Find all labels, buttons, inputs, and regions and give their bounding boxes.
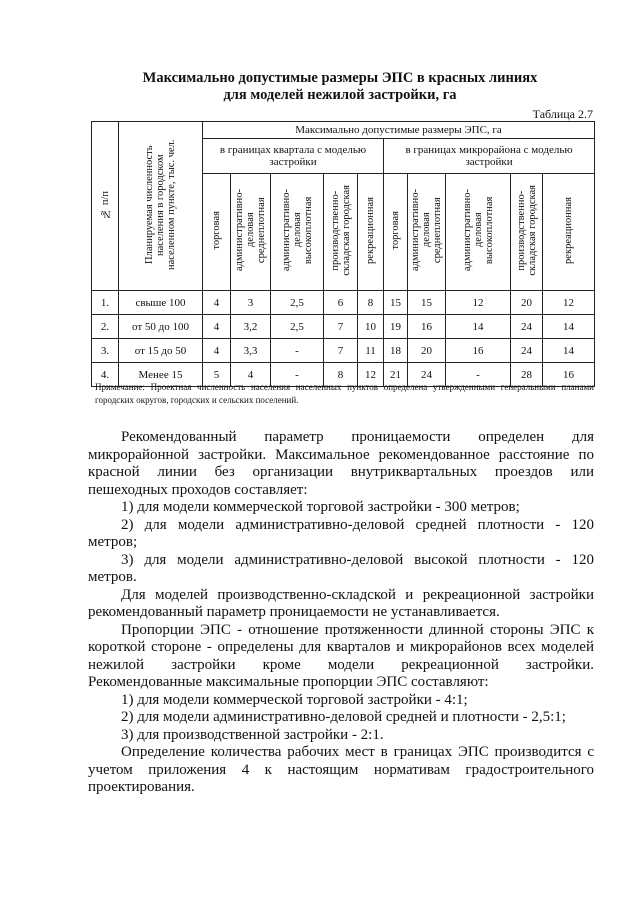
cell: 24 xyxy=(408,363,446,387)
table-title xyxy=(90,70,590,104)
cell: 15 xyxy=(408,291,446,315)
cell: 24 xyxy=(511,339,543,363)
cell: 15 xyxy=(384,291,408,315)
header-sub: производственно- складская городская xyxy=(511,174,543,291)
cell: - xyxy=(446,363,511,387)
list-item: 2) для модели административно-деловой средней и плотности - 2,5:1; xyxy=(121,709,566,725)
header-sub: производственно- складская городская xyxy=(324,174,358,291)
cell: 2,5 xyxy=(271,315,324,339)
cell: - xyxy=(271,363,324,387)
row-population: от 15 до 50 xyxy=(119,339,203,363)
cell: 6 xyxy=(324,291,358,315)
paragraph: Для моделей производственно-складской и рекреационной застройки рекомендованный параметр проницаемости не устанавливается. xyxy=(88,586,594,620)
cell: 12 xyxy=(446,291,511,315)
cell: 14 xyxy=(446,315,511,339)
header-group-microdistrict: в границах микрорайона с моделью застройки xyxy=(384,139,595,174)
cell: 4 xyxy=(203,339,231,363)
cell: 5 xyxy=(203,363,231,387)
header-sub: торговая xyxy=(384,174,408,291)
header-sub: административно- деловая среднеплотная xyxy=(231,174,271,291)
row-population: свыше 100 xyxy=(119,291,203,315)
cell: 11 xyxy=(358,339,384,363)
list-item: 1) для модели коммерческой торговой застройки - 4:1; xyxy=(121,691,468,708)
list-item: 2) для модели административно-деловой средней плотности - 120 метров; xyxy=(88,516,594,550)
header-sub: административно- деловая среднеплотная xyxy=(408,174,446,291)
cell: 3 xyxy=(231,291,271,315)
cell: 28 xyxy=(511,363,543,387)
header-sub: торговая xyxy=(203,174,231,291)
body-text xyxy=(88,429,594,797)
cell: 16 xyxy=(446,339,511,363)
row-num: 1. xyxy=(92,291,119,315)
row-num: 4. xyxy=(92,363,119,387)
cell: 10 xyxy=(358,315,384,339)
paragraph: Пропорции ЭПС - отношение протяженности длинной стороны ЭПС к короткой стороне - определены для кварталов и микрорайонов всех моделей нежилой застройки кроме модели рекреационной застройки. Рекомендованные максимальные пропорции ЭПС составляют: xyxy=(88,621,594,690)
cell: 12 xyxy=(543,291,595,315)
table-title-line-1: Максимально допустимые размеры ЭПС в красных линиях xyxy=(142,70,538,86)
header-population: Планируемая численность населения в городском населенном пункте, тыс. чел. xyxy=(119,122,203,291)
cell: 7 xyxy=(324,315,358,339)
list-item: 1) для модели коммерческой торговой застройки - 300 метров; xyxy=(121,499,520,515)
cell: 3,2 xyxy=(231,315,271,339)
header-num: № п/п xyxy=(92,122,119,291)
cell: 14 xyxy=(543,315,595,339)
cell: 2,5 xyxy=(271,291,324,315)
cell: 12 xyxy=(358,363,384,387)
header-group-quarter: в границах квартала с моделью застройки xyxy=(203,139,384,174)
row-population: Менее 15 xyxy=(119,363,203,387)
header-max-size: Максимально допустимые размеры ЭПС, га xyxy=(203,122,595,139)
cell: 20 xyxy=(408,339,446,363)
cell: 16 xyxy=(543,363,595,387)
table-row xyxy=(92,291,595,315)
cell: 4 xyxy=(231,363,271,387)
table-row xyxy=(92,339,595,363)
header-sub: административно- деловая высокоплотная xyxy=(271,174,324,291)
cell: 3,3 xyxy=(231,339,271,363)
cell: 14 xyxy=(543,339,595,363)
cell: - xyxy=(271,339,324,363)
cell: 24 xyxy=(511,315,543,339)
row-num: 2. xyxy=(92,315,119,339)
cell: 7 xyxy=(324,339,358,363)
header-sub: рекреационная xyxy=(543,174,595,291)
header-sub: рекреационная xyxy=(358,174,384,291)
table-note: Примечание: Проектная численность населения населенных пунктов определена утвержденными генеральными планами городских округов, городских и сельских поселений. xyxy=(95,382,594,405)
row-num: 3. xyxy=(92,339,119,363)
table-title-line-2: для моделей нежилой застройки, га xyxy=(223,87,457,103)
list-item: 3) для модели административно-деловой высокой плотности - 120 метров. xyxy=(88,551,594,585)
header-sub: административно- деловая высокоплотная xyxy=(446,174,511,291)
paragraph: Рекомендованный параметр проницаемости определен для микрорайонной застройки. Максимальное рекомендованное расстояние по красной линии без организации внутриквартальных проездов или пешеходных проходов составляет: xyxy=(88,429,594,498)
cell: 18 xyxy=(384,339,408,363)
cell: 4 xyxy=(203,315,231,339)
cell: 8 xyxy=(324,363,358,387)
cell: 4 xyxy=(203,291,231,315)
cell: 19 xyxy=(384,315,408,339)
cell: 20 xyxy=(511,291,543,315)
paragraph: Определение количества рабочих мест в границах ЭПС производится с учетом приложения 4 к настоящим нормативам градостроительного проектирования. xyxy=(88,744,594,795)
cell: 16 xyxy=(408,315,446,339)
row-population: от 50 до 100 xyxy=(119,315,203,339)
cell: 8 xyxy=(358,291,384,315)
eps-size-table xyxy=(91,121,595,387)
table-row xyxy=(92,315,595,339)
list-item: 3) для производственной застройки - 2:1. xyxy=(121,726,384,743)
cell: 21 xyxy=(384,363,408,387)
table-number: Таблица 2.7 xyxy=(532,107,593,121)
